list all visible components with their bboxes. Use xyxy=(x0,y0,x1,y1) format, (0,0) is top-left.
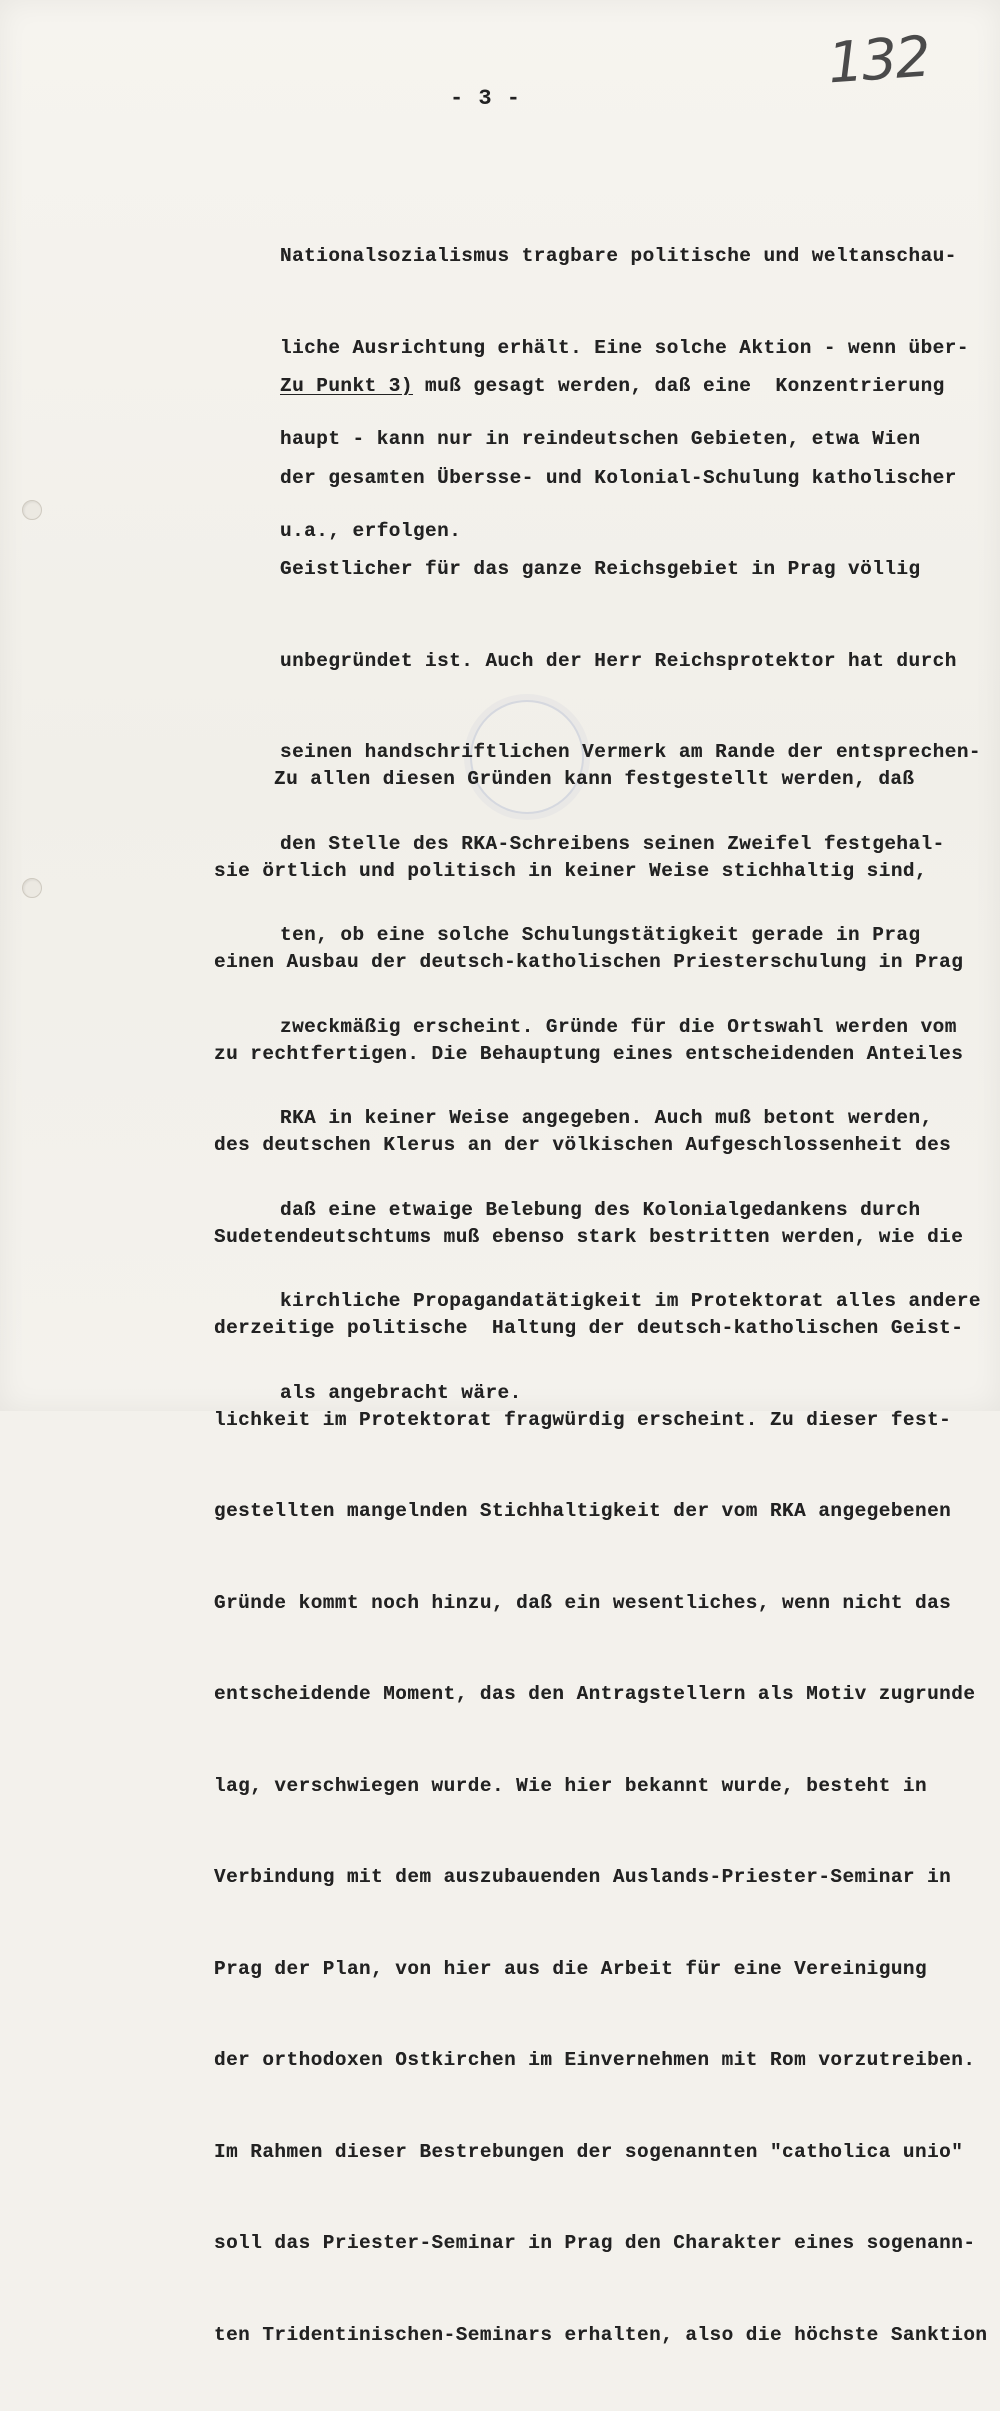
text-line: entscheidende Moment, das den Antragstellern als Motiv zugrunde xyxy=(214,1683,976,1705)
text-line: gestellten mangelnden Stichhaltigkeit der vom RKA angegebenen xyxy=(214,1500,952,1522)
text-line: der orthodoxen Ostkirchen im Einvernehmen mit Rom vorzutreiben. xyxy=(214,2049,976,2071)
handwritten-folio-number: 132 xyxy=(825,24,932,97)
text-line: als angebracht wäre. xyxy=(280,1381,522,1404)
text-line: Gründe kommt noch hinzu, daß ein wesentliches, wenn nicht das xyxy=(214,1591,952,1614)
text-line: ten, ob eine solche Schulungstätigkeit gerade in Prag xyxy=(280,924,921,946)
page-number: - 3 - xyxy=(450,86,522,111)
text-line: Sudetendeutschtums muß ebenso stark bestritten werden, wie die xyxy=(214,1225,964,1248)
text-line: liche Ausrichtung erhält. Eine solche Aktion - wenn über- xyxy=(280,336,969,359)
text-line: Im Rahmen dieser Bestrebungen der sogenannten "catholica unio" xyxy=(214,2140,964,2163)
text-line: derzeitige politische Haltung der deutsch-katholischen Geist- xyxy=(214,1317,964,1339)
text-line: RKA in keiner Weise angegeben. Auch muß betont werden, xyxy=(280,1107,933,1129)
text-line: soll das Priester-Seminar in Prag den Charakter eines sogenann- xyxy=(214,2232,976,2254)
text-line xyxy=(280,371,981,402)
text-line: Prag der Plan, von hier aus die Arbeit für eine Vereinigung xyxy=(214,1957,928,1980)
text-line: Verbindung mit dem auszubauenden Auslands-Priester-Seminar in xyxy=(214,1866,952,1888)
text-line: seinen handschriftlichen Vermerk am Rande der entsprechen- xyxy=(280,741,982,763)
text-line: lichkeit im Protektorat fragwürdig erscheint. Zu dieser fest- xyxy=(214,1408,952,1431)
text-line: daß eine etwaige Belebung des Kolonialgedankens durch xyxy=(280,1198,921,1221)
text-line: den Stelle des RKA-Schreibens seinen Zweifel festgehal- xyxy=(280,832,945,855)
text-line: sie örtlich und politisch in keiner Weise stichhaltig sind, xyxy=(214,859,928,882)
text-line: der gesamten Übersse- und Kolonial-Schulung katholischer xyxy=(280,466,957,489)
text-line: zweckmäßig erscheint. Gründe für die Ortswahl werden vom xyxy=(280,1015,957,1038)
text-line: des deutschen Klerus an der völkischen Aufgeschlossenheit des xyxy=(214,1134,952,1156)
punch-hole xyxy=(22,878,42,898)
text-line: lag, verschwiegen wurde. Wie hier bekannt wurde, besteht in xyxy=(214,1774,928,1797)
punch-hole xyxy=(22,500,42,520)
text-line: Nationalsozialismus tragbare politische und weltanschau- xyxy=(280,245,957,267)
text-line: unbegründet ist. Auch der Herr Reichsprotektor hat durch xyxy=(280,649,957,672)
text-line: ten Tridentinischen-Seminars erhalten, also die höchste Sanktion xyxy=(214,2323,988,2346)
text-line: Zu allen diesen Gründen kann festgestellt werden, daß xyxy=(274,768,915,790)
text-line: u.a., erfolgen. xyxy=(280,519,462,542)
text-line: zu rechtfertigen. Die Behauptung eines entscheidenden Anteiles xyxy=(214,1042,964,1065)
text-line: haupt - kann nur in reindeutschen Gebieten, etwa Wien xyxy=(280,428,921,450)
paragraph-conclusion xyxy=(214,703,988,2411)
text-line: Geistlicher für das ganze Reichsgebiet in Prag völlig xyxy=(280,558,921,580)
text-line: einen Ausbau der deutsch-katholischen Priesterschulung in Prag xyxy=(214,951,964,973)
text-line: kirchliche Propagandatätigkeit im Protektorat alles andere xyxy=(280,1290,982,1312)
text-fragment: muß gesagt werden, daß eine Konzentrierung xyxy=(412,375,945,397)
point-heading: Zu Punkt 3) xyxy=(280,375,413,397)
